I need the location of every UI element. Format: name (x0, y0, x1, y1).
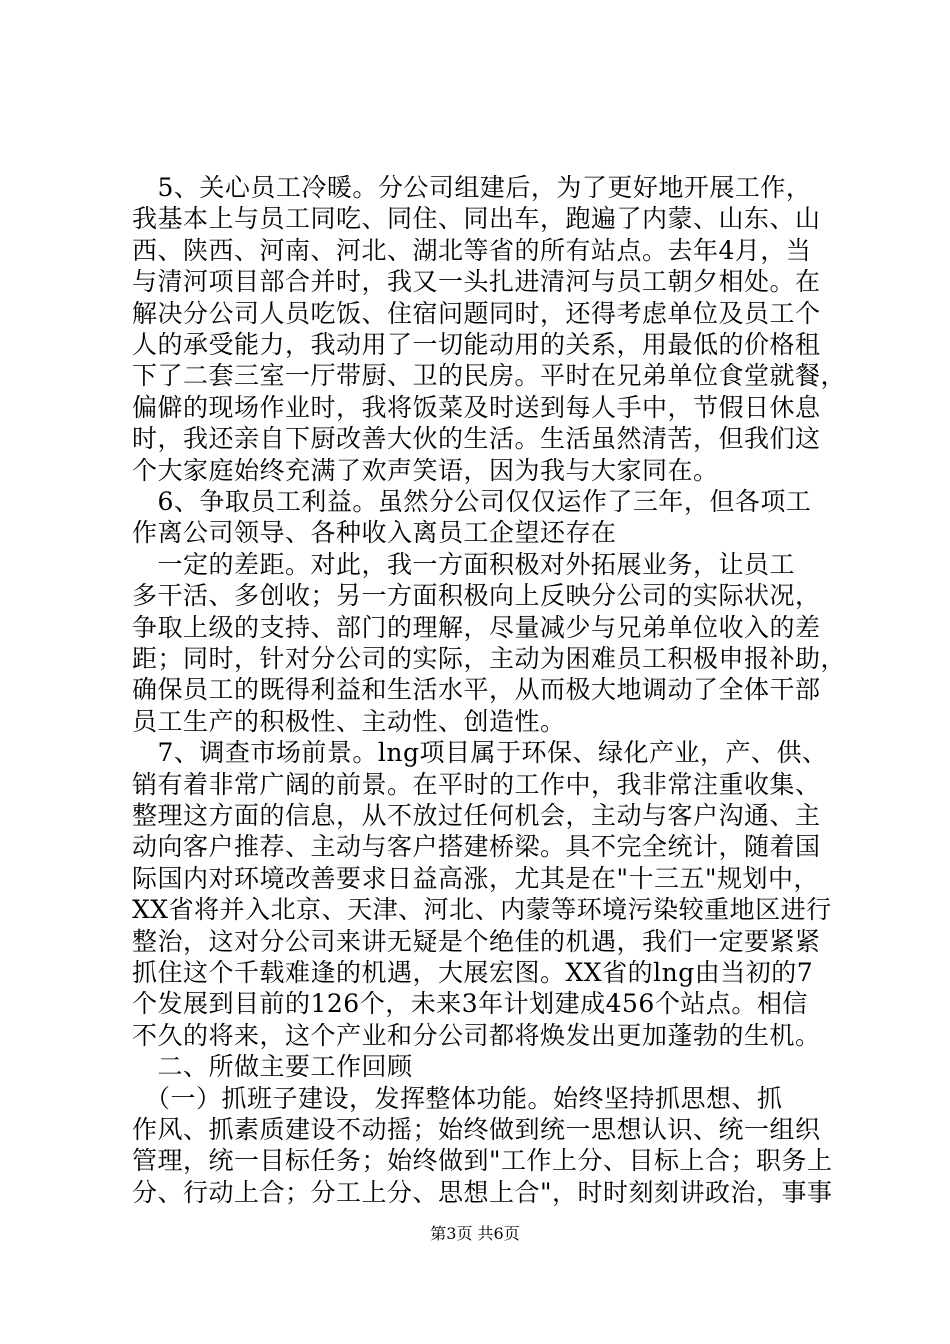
paragraph-line: 偏僻的现场作业时，我将饭菜及时送到每人手中，节假日休息 (132, 392, 821, 422)
paragraph-line: 人的承受能力，我动用了一切能动用的关系，用最低的价格租 (132, 330, 821, 359)
paragraph-line: 整理这方面的信息，从不放过任何机会，主动与客户沟通、主 (132, 801, 821, 830)
paragraph-line: 与清河项目部合并时，我又一头扎进清河与员工朝夕相处。在 (132, 267, 821, 297)
paragraph-line: 不久的将来，这个产业和分公司都将焕发出更加蓬勃的生机。 (132, 1020, 821, 1050)
paragraph-line: 管理，统一目标任务；始终做到"工作上分、目标上合；职务上 (132, 1146, 833, 1176)
paragraph-line: 员工生产的积极性、主动性、创造性。 (132, 706, 566, 736)
paragraph-line: 时，我还亲自下厨改善大伙的生活。生活虽然清苦，但我们这 (132, 424, 821, 454)
paragraph-line: 确保员工的既得利益和生活水平，从而极大地调动了全体干部 (132, 675, 821, 705)
paragraph-line: （一）抓班子建设，发挥整体功能。始终坚持抓思想、抓 (132, 1083, 783, 1113)
paragraph-line: 下了二套三室一厅带厨、卫的民房。平时在兄弟单位食堂就餐， (132, 361, 847, 391)
paragraph-line: 整治，这对分公司来讲无疑是个绝佳的机遇，我们一定要紧紧 (132, 926, 821, 956)
paragraph-line: XX省将并入北京、天津、河北、内蒙等环境污染较重地区进行 (132, 895, 832, 925)
paragraph-line: 抓住这个千载难逢的机遇，大展宏图。XX省的lng由当初的7 (132, 958, 814, 987)
paragraph-line: 际国内对环境改善要求日益高涨，尤其是在"十三五"规划中， (132, 863, 820, 893)
paragraph-line: 个大家庭始终充满了欢声笑语，因为我与大家同在。 (132, 455, 719, 485)
paragraph-line: 一定的差距。对此，我一方面积极对外拓展业务，让员工 (132, 549, 796, 579)
paragraph-line: 多干活、多创收；另一方面积极向上反映分公司的实际状况， (132, 581, 821, 611)
paragraph-line: 分、行动上合；分工上分、思想上合"，时时刻刻讲政治，事事 (132, 1177, 833, 1207)
paragraph-line: 7、调查市场前景。lng项目属于环保、绿化产业，产、供、 (132, 738, 828, 768)
paragraph-line: 6、争取员工利益。虽然分公司仅仅运作了三年，但各项工 (132, 487, 812, 516)
paragraph-line: 距；同时，针对分公司的实际，主动为困难员工积极申报补助， (132, 644, 847, 673)
paragraph-line: 我基本上与员工同吃、同住、同出车，跑遍了内蒙、山东、山 (132, 204, 821, 234)
paragraph-line: 动向客户推荐、主动与客户搭建桥梁。具不完全统计，随着国 (132, 832, 821, 862)
paragraph-line: 作离公司领导、各种收入离员工企望还存在 (132, 518, 617, 548)
page-footer: 第3页 共6页 (430, 1224, 520, 1244)
paragraph-line: 解决分公司人员吃饭、住宿问题同时，还得考虑单位及员工个 (132, 298, 821, 328)
section-heading: 二、所做主要工作回顾 (132, 1052, 413, 1082)
paragraph-line: 西、陕西、河南、河北、湖北等省的所有站点。去年4月，当 (132, 235, 812, 265)
paragraph-line: 销有着非常广阔的前景。在平时的工作中，我非常注重收集、 (132, 769, 821, 799)
paragraph-line: 争取上级的支持、部门的理解，尽量减少与兄弟单位收入的差 (132, 612, 821, 642)
paragraph-line: 个发展到目前的126个，未来3年计划建成456个站点。相信 (132, 989, 808, 1019)
paragraph-line: 5、关心员工冷暖。分公司组建后，为了更好地开展工作， (132, 173, 812, 202)
paragraph-line: 作风、抓素质建设不动摇；始终做到统一思想认识、统一组织 (132, 1115, 821, 1144)
